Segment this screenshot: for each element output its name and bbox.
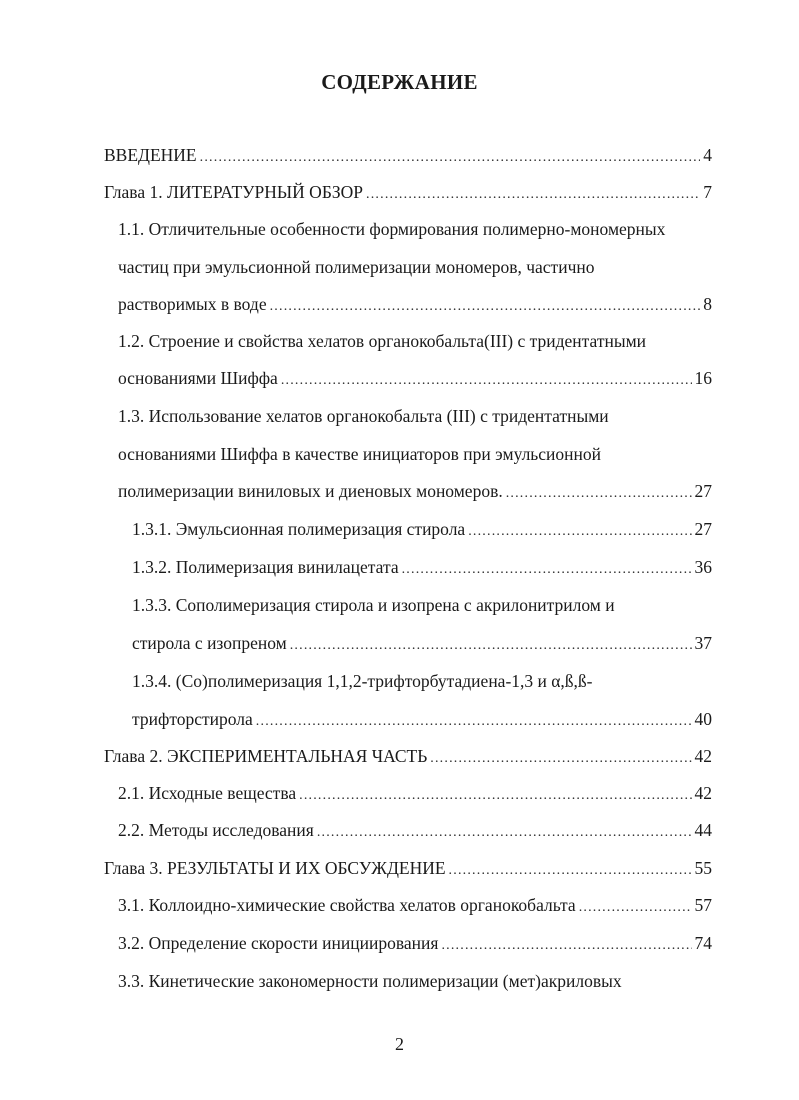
toc-leader-dots [366, 184, 700, 206]
toc-entry [132, 556, 712, 581]
toc-entry-text: полимеризации виниловых и диеновых мономеров. [118, 481, 503, 501]
toc-entry-continuation [118, 480, 712, 505]
page-title: СОДЕРЖАНИЕ [321, 70, 478, 94]
toc-entry [104, 181, 712, 206]
toc-leader-dots [402, 559, 692, 581]
toc-entry-text: 1.2. Строение и свойства хелатов органокобальта(III) с тридентатными [118, 331, 647, 351]
toc-leader-dots [506, 483, 692, 505]
toc-entry [118, 405, 609, 427]
toc-entry-text: 1.3.3. Сополимеризация стирола и изопрена с акрилонитрилом и [132, 595, 615, 615]
toc-entry-page: 4 [703, 145, 712, 165]
toc-leader-dots [468, 521, 691, 543]
toc-entry [132, 518, 712, 543]
toc-entry-page: 37 [694, 633, 712, 653]
toc-entry [118, 819, 712, 844]
toc-entry [118, 932, 712, 957]
toc-entry-page: 44 [694, 820, 712, 840]
toc-entry-continuation [118, 367, 712, 392]
toc-entry-text: 3.2. Определение скорости инициирования [118, 933, 439, 953]
toc-entry-text: 1.3.4. (Co)полимеризация 1,1,2-трифторбутадиена-1,3 и α,ß,ß- [132, 671, 593, 691]
toc-entry [132, 594, 615, 616]
toc-leader-dots [200, 147, 701, 169]
toc-entry-text: Глава 1. ЛИТЕРАТУРНЫЙ ОБЗОР [104, 182, 364, 202]
toc-entry-page: 27 [694, 481, 712, 501]
toc-entry-page: 74 [694, 933, 712, 953]
toc-entry [118, 894, 712, 919]
toc-entry-page: 57 [694, 895, 712, 915]
toc-entry-text: 1.3.2. Полимеризация винилацетата [132, 557, 399, 577]
toc-entry-text: частиц при эмульсионной полимеризации мономеров, частично [118, 257, 595, 277]
toc-entry-continuation [132, 708, 712, 733]
toc-leader-dots [270, 296, 701, 318]
toc-entry-text: основаниями Шиффа в качестве инициаторов при эмульсионной [118, 444, 602, 464]
toc-entry-page: 7 [703, 182, 712, 202]
toc-entry-text: Глава 2. ЭКСПЕРИМЕНТАЛЬНАЯ ЧАСТЬ [104, 746, 428, 766]
toc-entry-page: 42 [694, 783, 712, 803]
toc-entry-text: стирола с изопреном [132, 633, 287, 653]
toc-leader-dots [299, 785, 691, 807]
toc-entry-page: 27 [694, 519, 712, 539]
toc-entry [118, 782, 712, 807]
toc-leader-dots [281, 370, 692, 392]
toc-leader-dots [579, 897, 692, 919]
toc-leader-dots [317, 822, 692, 844]
toc-entry [118, 330, 646, 352]
toc-entry-text: растворимых в воде [118, 294, 267, 314]
toc-entry [118, 970, 622, 992]
toc-entry-text: основаниями Шиффа [118, 368, 278, 388]
toc-entry-text: 2.2. Методы исследования [118, 820, 314, 840]
toc-entry-page: 16 [694, 368, 712, 388]
toc-entry-text: 1.3. Использование хелатов органокобальта (III) с тридентатными [118, 406, 609, 426]
toc-leader-dots [441, 935, 691, 957]
toc-entry-page: 55 [694, 858, 712, 878]
toc-entry-text: 3.3. Кинетические закономерности полимеризации (мет)акриловых [118, 971, 622, 991]
toc-entry-continuation [118, 256, 595, 278]
toc-entry-page: 36 [694, 557, 712, 577]
toc-leader-dots [290, 635, 692, 657]
toc-entry-continuation [118, 443, 601, 465]
toc-entry-text: Глава 3. РЕЗУЛЬТАТЫ И ИХ ОБСУЖДЕНИЕ [104, 858, 446, 878]
toc-entry-continuation [132, 632, 712, 657]
toc-entry-text: 2.1. Исходные вещества [118, 783, 297, 803]
toc-leader-dots [256, 711, 692, 733]
toc-entry-page: 42 [694, 746, 712, 766]
toc-entry-page: 40 [694, 709, 712, 729]
toc-leader-dots [449, 860, 692, 882]
toc-leader-dots [430, 748, 691, 770]
toc-entry-continuation [118, 293, 712, 318]
toc-entry [132, 670, 593, 692]
toc-entry-text: 1.3.1. Эмульсионная полимеризация стирола [132, 519, 466, 539]
toc-entry [104, 144, 712, 169]
page-number: 2 [395, 1034, 404, 1054]
toc-entry-text: 1.1. Отличительные особенности формирования полимерно-мономерных [118, 219, 666, 239]
toc-entry-text: 3.1. Коллоидно-химические свойства хелатов органокобальта [118, 895, 576, 915]
toc-entry-page: 8 [703, 294, 712, 314]
toc-entry [104, 745, 712, 770]
toc-entry [118, 218, 665, 240]
toc-entry-text: трифторстирола [132, 709, 253, 729]
toc-entry [104, 857, 712, 882]
toc-entry-text: ВВЕДЕНИЕ [104, 145, 197, 165]
